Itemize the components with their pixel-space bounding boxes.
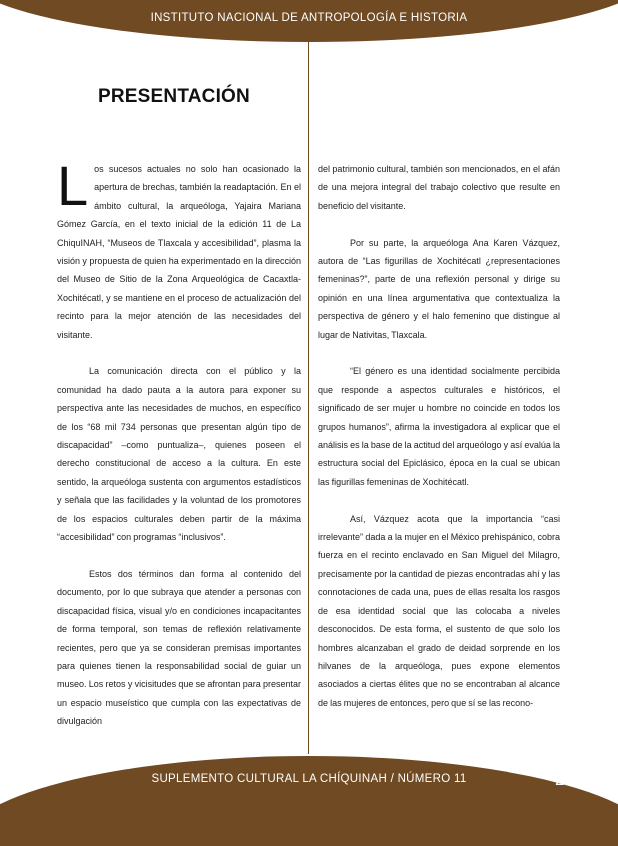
column-divider: [308, 42, 309, 754]
paragraph-text: os sucesos actuales no solo han ocasionado la apertura de brechas, también la readaptación. En el ámbito cultural, la arqueóloga, Yajaira Mariana Gómez García, en el texto inicial de la edición 11 de La ChiquINAH, “Museos de Tlaxcala y accesibilidad”, plasma la visión y propuesta de quien ha experimentado en la dirección del Museo de Sitio de la Zona Arqueológica de Cacaxtla-Xochitécatl, y se mantiene en el proceso de actualización del recinto para la mejor atención de las necesidades del visitante.: [57, 164, 301, 340]
paragraph: del patrimonio cultural, también son mencionados, en el afán de una mejora integral del trabajo colectivo que resulte en beneficio del visitante.: [318, 164, 560, 211]
footer-title: SUPLEMENTO CULTURAL LA CHÍQUINAH / NÚMERO 11: [151, 773, 467, 785]
section-title: PRESENTACIÓN: [98, 86, 250, 107]
drop-cap: L: [57, 154, 89, 217]
page-number: 2: [555, 770, 565, 789]
header-title: INSTITUTO NACIONAL DE ANTROPOLOGÍA E HISTORIA: [150, 12, 468, 24]
left-column: [57, 154, 301, 749]
paragraph: “El género es una identidad socialmente percibida que responde a aspectos culturales e históricos, el significado de ser mujer u hombre no coincide en todos los grupos humanos”, afirma la investigadora al explicar que el análisis es la base de la actitud del arqueólogo y así evalúa la estructura social del Epiclásico, época en la cual se ubican las figurillas femeninas de Xochitécatl.: [318, 366, 560, 487]
paragraph: Por su parte, la arqueóloga Ana Karen Vázquez, autora de “Las figurillas de Xochitécatl ¿representaciones femeninas?”, parte de una reflexión personal y dirige su opinión en una línea argumentativa que contextualiza la perspectiva de género y el halo femenino que distingue al lugar de Nativitas, Tlaxcala.: [318, 237, 560, 340]
paragraph: Así, Vázquez acota que la importancia “casi irrelevante” dada a la mujer en el México prehispánico, cobra fuerza en el recinto enclavado en San Miguel del Milagro, precisamente por la cantidad de piezas encontradas ahí y las connotaciones de cada una, pues de ellas resalta los rasgos de esa identidad social que las colocaba a niveles desconocidos. De esta forma, el sustento de que solo los hombres alcanzaban el grado de deidad sorprende en los hilvanes de la arqueóloga, pues expone elementos asociados a ciertas élites que no se encontraban al alcance de las mujeres de entonces, pero que sí se las recono-: [318, 513, 560, 708]
right-column: [318, 160, 560, 731]
paragraph: Estos dos términos dan forma al contenido del documento, por lo que subraya que atender a personas con discapacidad física, visual y/o en condiciones incapacitantes de forma temporal, son temas de reflexión relativamente recientes, pero que ya se consideran premisas importantes para quienes tienen la responsabilidad social de guiar un museo. Los retos y vicisitudes que se afrontan para presentar un espacio museístico que cumpla con las expectativas de divulgación: [57, 568, 301, 727]
paragraph: La comunicación directa con el público y la comunidad ha dado pauta a la autora para exponer su perspectiva ante las necesidades de muchos, en específico de los “68 mil 734 personas que presentan algún tipo de discapacidad” –como puntualiza–, quienes poseen el derecho constitucional de acceso a la cultura. En este sentido, la arqueóloga sustenta con argumentos estadísticos y señala que las facilidades y la voluntad de los promotores de los espacios culturales deben partir de la máxima “accesibilidad” con programas “inclusivos”.: [57, 366, 301, 543]
footer-band: [0, 756, 618, 846]
paragraph: [57, 154, 301, 344]
